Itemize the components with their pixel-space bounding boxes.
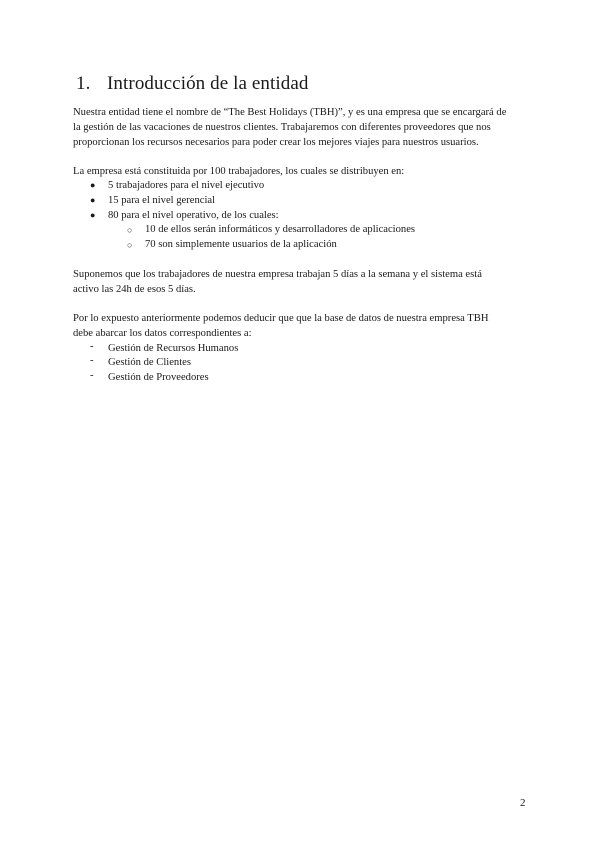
bullet-icon: ● (90, 195, 96, 205)
page-number: 2 (520, 797, 526, 809)
section-title: Introducción de la entidad (107, 73, 309, 94)
circle-bullet-icon: ○ (127, 225, 133, 235)
intro-line-2: la gestión de las vacaciones de nuestros clientes. Trabajaremos con diferentes proveedores que nos (73, 122, 491, 133)
circle-bullet-icon: ○ (127, 240, 133, 250)
dash-bullet-icon: - (90, 355, 94, 366)
operational-item-developers: 10 de ellos serán informáticos y desarrolladores de aplicaciones (145, 224, 416, 235)
schedule-line-2: activo las 24h de esos 5 días. (73, 284, 196, 295)
bullet-icon: ● (90, 210, 96, 220)
workers-item-executive: 5 trabajadores para el nivel ejecutivo (108, 180, 265, 191)
dash-bullet-icon: - (90, 370, 94, 381)
workers-item-management: 15 para el nivel gerencial (108, 195, 216, 206)
dash-bullet-icon: - (90, 341, 94, 352)
intro-line-1: Nuestra entidad tiene el nombre de “The Best Holidays (TBH)”, y es una empresa que se encargará de (73, 107, 507, 118)
bullet-icon: ● (90, 180, 96, 190)
intro-line-3: proporcionan los recursos necesarios para poder crear los mejores viajes para nuestros usuarios. (73, 137, 479, 148)
database-item-hr: Gestión de Recursos Humanos (108, 343, 239, 354)
workers-intro: La empresa está constituida por 100 trabajadores, los cuales se distribuyen en: (73, 166, 405, 177)
section-number: 1. (76, 73, 91, 94)
operational-item-users: 70 son simplemente usuarios de la aplicación (145, 239, 337, 250)
database-line-1: Por lo expuesto anteriormente podemos deducir que que la base de datos de nuestra empresa TBH (73, 313, 489, 324)
database-line-2: debe abarcar los datos correspondientes a: (73, 328, 252, 339)
database-item-suppliers: Gestión de Proveedores (108, 372, 209, 383)
database-item-clients: Gestión de Clientes (108, 357, 191, 368)
schedule-line-1: Suponemos que los trabajadores de nuestra empresa trabajan 5 días a la semana y el sistema está (73, 269, 482, 280)
section-heading (76, 73, 309, 95)
workers-item-operational: 80 para el nivel operativo, de los cuales: (108, 210, 279, 221)
